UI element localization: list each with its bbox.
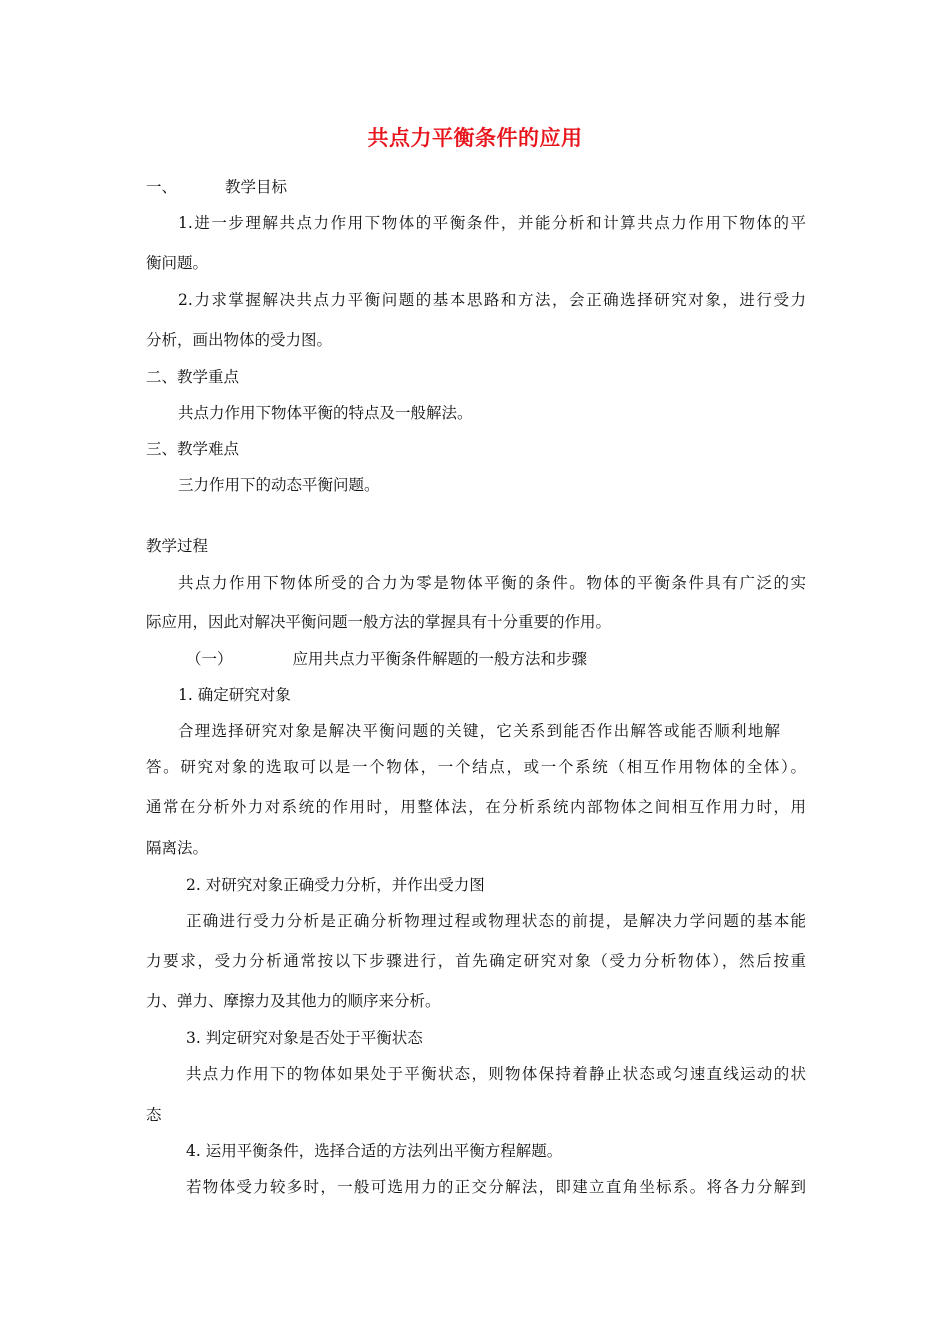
section-label: 教学目标 bbox=[225, 178, 288, 196]
step-heading: 4. 运用平衡条件，选择合适的方法列出平衡方程解题。 bbox=[186, 1142, 563, 1160]
paragraph-line: 分析，画出物体的受力图。 bbox=[146, 331, 333, 349]
paragraph-line: 1.进一步理解共点力作用下物体的平衡条件，并能分析和计算共点力作用下物体的平 bbox=[178, 214, 806, 232]
paragraph-line: 三力作用下的动态平衡问题。 bbox=[178, 476, 380, 494]
step-heading: 1. 确定研究对象 bbox=[178, 686, 291, 704]
section-heading-goals bbox=[146, 177, 287, 197]
subsection-number: （一） bbox=[186, 650, 233, 668]
paragraph-line: 力、弹力、摩擦力及其他力的顺序来分析。 bbox=[146, 992, 441, 1010]
paragraph-line: 若物体受力较多时，一般可选用力的正交分解法，即建立直角坐标系。将各力分解到 bbox=[186, 1178, 806, 1196]
step-heading: 2. 对研究对象正确受力分析，并作出受力图 bbox=[186, 876, 485, 894]
section-heading-focus: 二、教学重点 bbox=[146, 368, 240, 386]
paragraph-line: 共点力作用下物体所受的合力为零是物体平衡的条件。物体的平衡条件具有广泛的实 bbox=[178, 574, 806, 592]
paragraph-line: 正确进行受力分析是正确分析物理过程或物理状态的前提，是解决力学问题的基本能 bbox=[186, 912, 806, 930]
paragraph-line: 隔离法。 bbox=[146, 839, 209, 857]
step-heading: 3. 判定研究对象是否处于平衡状态 bbox=[186, 1029, 423, 1047]
section-heading-process: 教学过程 bbox=[146, 537, 209, 555]
paragraph-line: 力要求，受力分析通常按以下步骤进行，首先确定研究对象（受力分析物体），然后按重 bbox=[146, 952, 806, 970]
paragraph-line: 答。研究对象的选取可以是一个物体，一个结点，或一个系统（相互作用物体的全体）。 bbox=[146, 758, 806, 776]
section-number: 一、 bbox=[146, 178, 178, 196]
paragraph-line: 2.力求掌握解决共点力平衡问题的基本思路和方法，会正确选择研究对象，进行受力 bbox=[178, 291, 806, 309]
paragraph-line: 衡问题。 bbox=[146, 254, 209, 272]
section-heading-difficulty: 三、教学难点 bbox=[146, 440, 240, 458]
paragraph-line: 际应用，因此对解决平衡问题一般方法的掌握具有十分重要的作用。 bbox=[146, 613, 612, 631]
subsection-heading bbox=[186, 649, 587, 669]
subsection-label: 应用共点力平衡条件解题的一般方法和步骤 bbox=[292, 650, 588, 668]
paragraph-line: 共点力作用下物体平衡的特点及一般解法。 bbox=[178, 404, 473, 422]
paragraph-line: 态 bbox=[146, 1106, 162, 1124]
paragraph-line: 共点力作用下的物体如果处于平衡状态，则物体保持着静止状态或匀速直线运动的状 bbox=[186, 1065, 806, 1083]
paragraph-line: 通常在分析外力对系统的作用时，用整体法，在分析系统内部物体之间相互作用力时，用 bbox=[146, 798, 806, 816]
document-title: 共点力平衡条件的应用 bbox=[367, 126, 583, 150]
paragraph-line: 合理选择研究对象是解决平衡问题的关键，它关系到能否作出解答或能否顺利地解 bbox=[178, 722, 780, 740]
